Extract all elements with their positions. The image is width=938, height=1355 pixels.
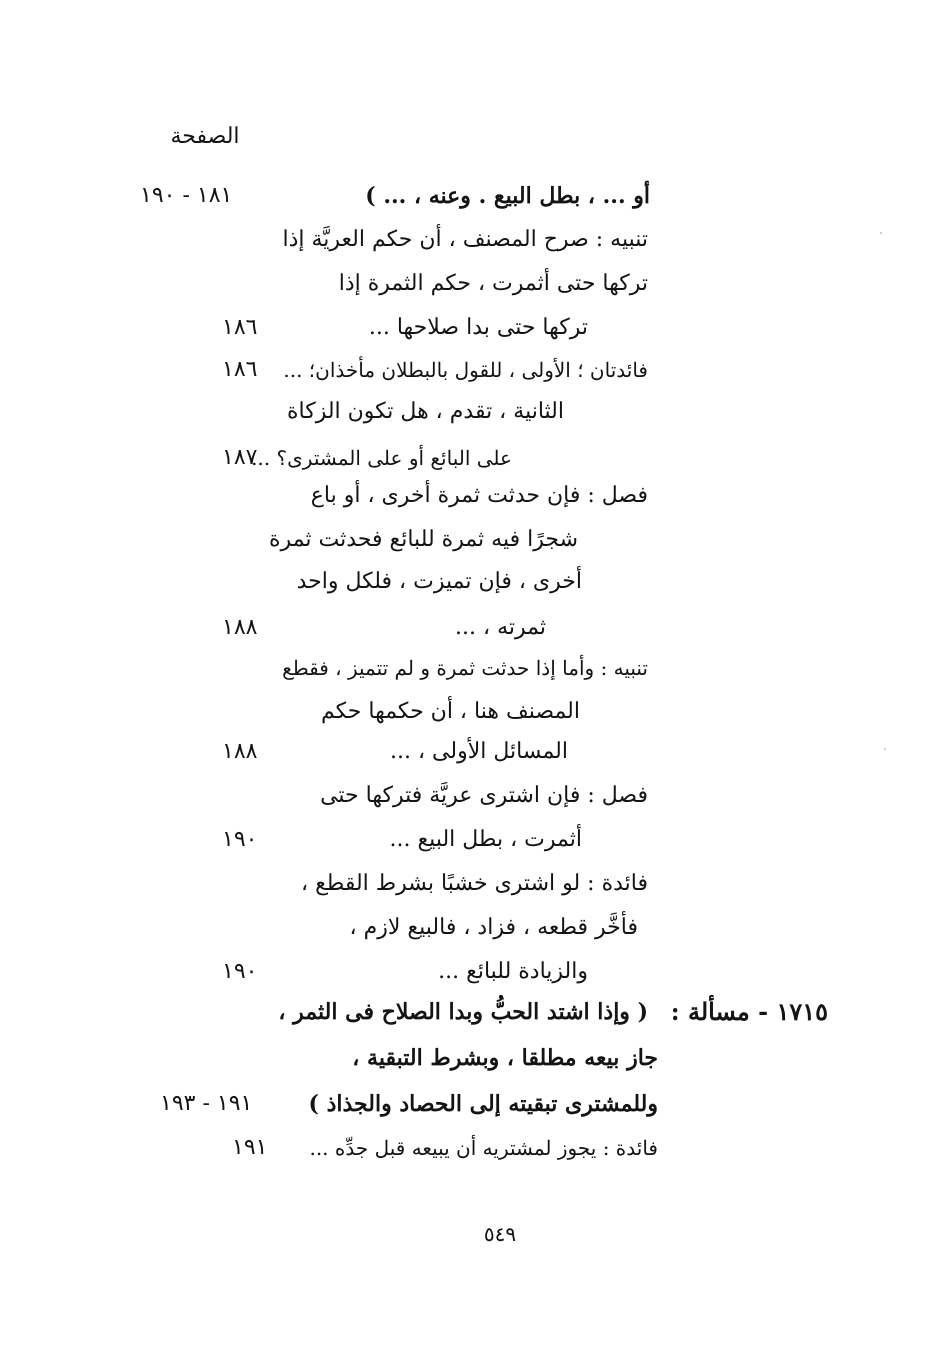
entry-page-number: ١٨٦ bbox=[222, 315, 258, 340]
entry-text: تركها حتى أثمرت ، حكم الثمرة إذا bbox=[338, 271, 648, 296]
entry-page-number: ١٩٠ bbox=[222, 827, 258, 852]
entry-text: تنبيه : وأما إذا حدثت ثمرة و لم تتميز ، فقطع bbox=[282, 656, 648, 680]
entry-text: فصل : فإن حدثت ثمرة أخرى ، أو باع bbox=[310, 483, 648, 508]
entry-text: أخرى ، فإن تميزت ، فلكل واحد bbox=[296, 569, 582, 594]
toc-entry bbox=[0, 950, 938, 994]
entry-text: فائدتان ؛ الأولى ، للقول بالبطلان مأخذان؛ ... bbox=[283, 358, 648, 382]
toc-entry bbox=[0, 474, 938, 518]
masala-text: وللمشترى تبقيته إلى الحصاد والجذاذ ) bbox=[308, 1091, 658, 1117]
scan-speck bbox=[880, 232, 882, 234]
entry-text: أو ... ، بطل البيع . وعنه ، ... ) bbox=[365, 183, 650, 209]
toc-entry bbox=[0, 218, 938, 262]
entry-text: تنبيه : صرح المصنف ، أن حكم العريَّة إذا bbox=[282, 227, 648, 252]
entry-text: فائدة : لو اشترى خشبًا بشرط القطع ، bbox=[301, 871, 648, 896]
toc-entry bbox=[0, 306, 938, 350]
entry-text: على البائع أو على المشترى؟ ... bbox=[251, 446, 512, 470]
masala-text: جاز بيعه مطلقا ، وبشرط التبقية ، bbox=[352, 1045, 658, 1071]
masala-label: ١٧١٥ - مسألة : bbox=[670, 997, 828, 1026]
masala-entry bbox=[0, 1036, 938, 1080]
toc-entry bbox=[0, 518, 938, 562]
entry-page-number: ١٨٧ bbox=[222, 445, 258, 470]
entry-text: والزيادة للبائع ... bbox=[438, 959, 588, 984]
entry-page-number: ١٨٦ bbox=[222, 357, 258, 382]
masala-text: ( وإذا اشتد الحبُّ وبدا الصلاح فى الثمر ، bbox=[278, 999, 648, 1025]
page-number: ٥٤٩ bbox=[483, 1222, 517, 1246]
scan-speck bbox=[884, 748, 886, 750]
column-header-page: الصفحة bbox=[170, 124, 240, 149]
entry-page-number: ١٩١ bbox=[232, 1135, 268, 1160]
toc-entry bbox=[0, 646, 938, 690]
entry-text: الثانية ، تقدم ، هل تكون الزكاة bbox=[286, 399, 564, 424]
entry-page-number: ١٩٠ bbox=[222, 959, 258, 984]
toc-entry bbox=[0, 906, 938, 950]
entry-text: تركها حتى بدا صلاحها ... bbox=[368, 315, 588, 340]
entry-text: فأخَّر قطعه ، فزاد ، فالبيع لازم ، bbox=[349, 915, 638, 940]
entry-page-number: ١٨١ - ١٩٠ bbox=[140, 183, 233, 208]
toc-entry bbox=[0, 730, 938, 774]
toc-entry bbox=[0, 174, 938, 218]
entry-text: المصنف هنا ، أن حكمها حكم bbox=[320, 699, 580, 724]
entry-text: فائدة : يجوز لمشتريه أن يبيعه قبل جدِّه ... bbox=[309, 1136, 658, 1160]
toc-entry bbox=[0, 690, 938, 734]
entry-text: شجرًا فيه ثمرة للبائع فحدثت ثمرة bbox=[269, 527, 578, 552]
masala-entry bbox=[0, 1082, 938, 1126]
toc-entry bbox=[0, 1126, 938, 1170]
masala-entry bbox=[0, 990, 938, 1034]
toc-entry bbox=[0, 606, 938, 650]
entry-text: المسائل الأولى ، ... bbox=[389, 739, 568, 764]
toc-entry bbox=[0, 348, 938, 392]
toc-entry bbox=[0, 862, 938, 906]
toc-entry bbox=[0, 390, 938, 434]
entry-text: فصل : فإن اشترى عريَّة فتركها حتى bbox=[320, 783, 648, 808]
toc-entry bbox=[0, 262, 938, 306]
toc-entry bbox=[0, 774, 938, 818]
toc-entry bbox=[0, 560, 938, 604]
entry-page-number: ١٩١ - ١٩٣ bbox=[160, 1091, 253, 1116]
entry-page-number: ١٨٨ bbox=[222, 739, 258, 764]
entry-text: أثمرت ، بطل البيع ... bbox=[389, 827, 582, 852]
toc-entry bbox=[0, 818, 938, 862]
entry-page-number: ١٨٨ bbox=[222, 615, 258, 640]
entry-text: ثمرته ، ... bbox=[455, 615, 546, 640]
